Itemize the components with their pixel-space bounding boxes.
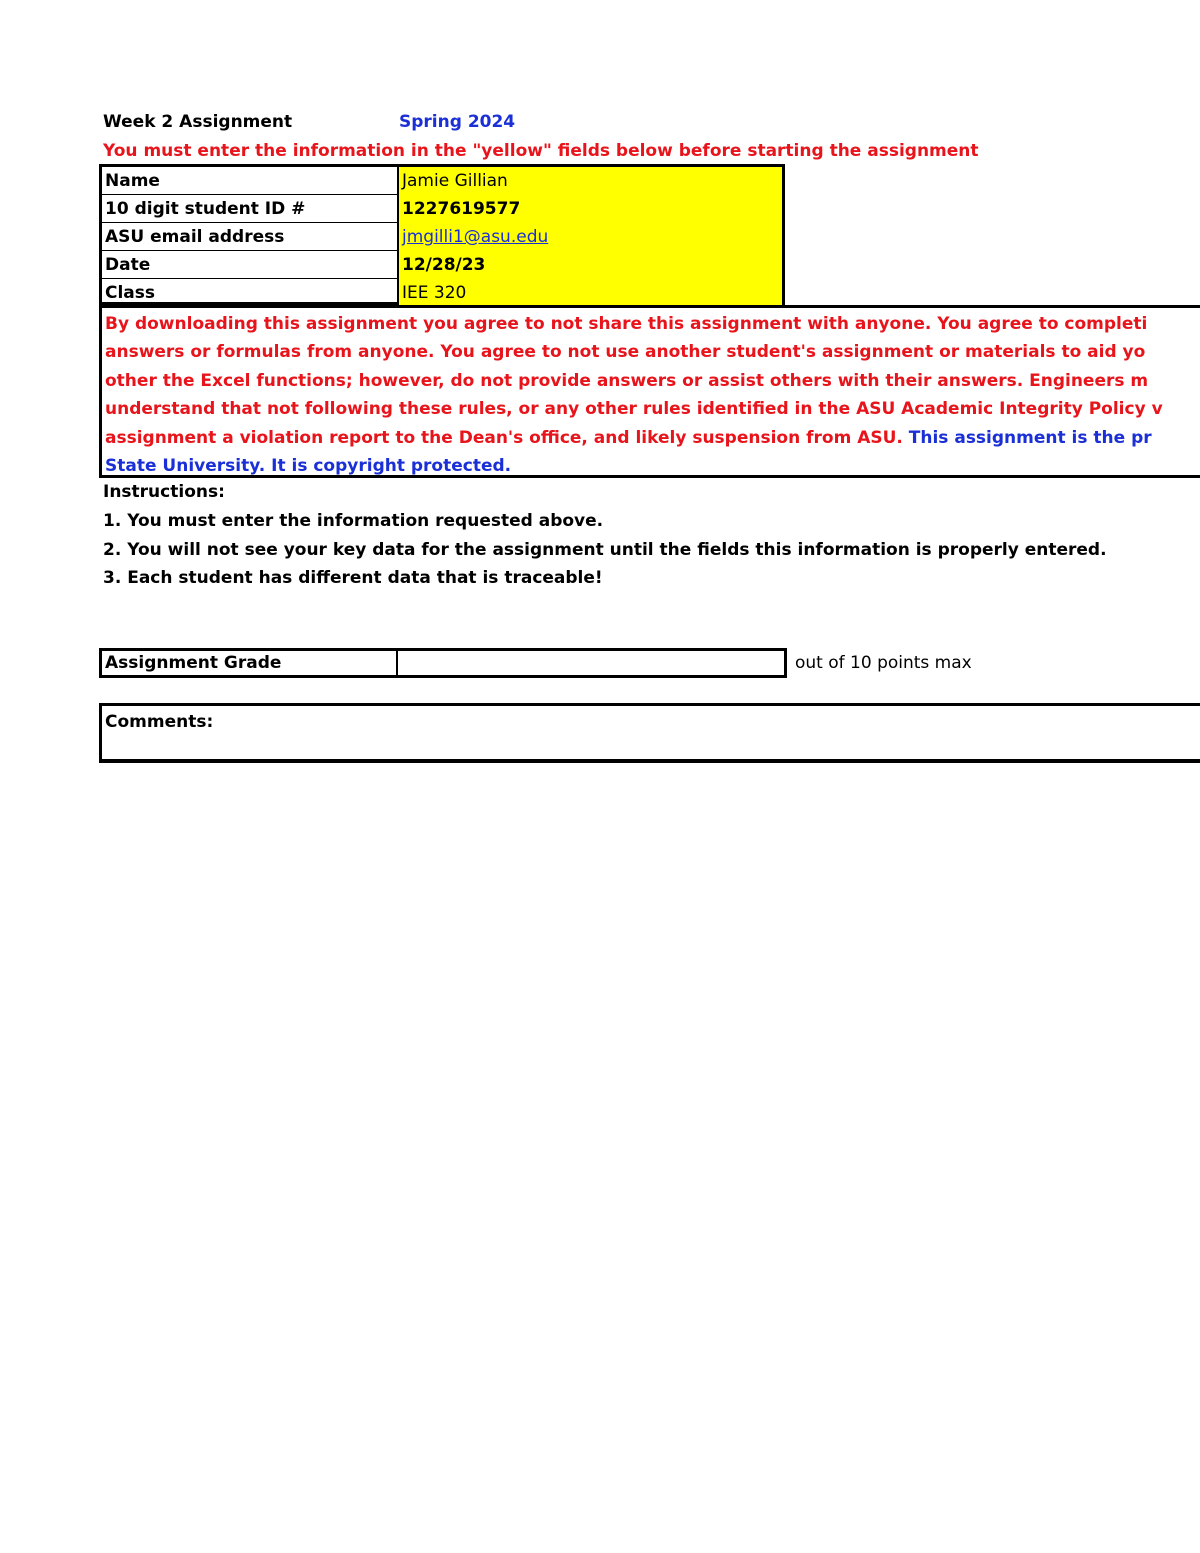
info-row-date: [102, 251, 782, 279]
email-field[interactable]: [397, 223, 782, 251]
academic-integrity-notice: [99, 305, 1200, 478]
comments-box[interactable]: [99, 703, 1200, 763]
assignment-grade-label: Assignment Grade: [105, 653, 282, 673]
info-row-student-id: [102, 195, 782, 223]
instruction-number: 1.: [103, 511, 122, 531]
instructions-heading: Instructions:: [103, 482, 225, 502]
email-link[interactable]: jmgilli1@asu.edu: [402, 227, 549, 247]
info-row-email: [102, 223, 782, 251]
grade-max-note: out of 10 points max: [795, 653, 972, 673]
info-row-class: [102, 279, 782, 307]
date-label: Date: [105, 255, 151, 275]
info-row-name: [102, 167, 782, 195]
date-field[interactable]: 12/28/23: [397, 251, 782, 279]
instruction-number: 2.: [103, 540, 122, 560]
notice-line-3: other the Excel functions; however, do not provide answers or assist others with their answers. Engineers m: [105, 371, 1149, 391]
assignment-grade-box: [99, 648, 787, 678]
assignment-title: Week 2 Assignment: [103, 112, 293, 132]
name-field[interactable]: Jamie Gillian: [397, 167, 782, 195]
instruction-number: 3.: [103, 568, 122, 588]
notice-line-2: answers or formulas from anyone. You agree to not use another student's assignment or materials to aid yo: [105, 342, 1146, 362]
notice-line-6: State University. It is copyright protected.: [105, 456, 512, 476]
class-label: Class: [105, 283, 156, 303]
instruction-text: You will not see your key data for the assignment until the fields this information is properly entered.: [127, 540, 1107, 560]
student-info-table: [99, 164, 785, 305]
instruction-item: [103, 507, 603, 535]
comments-label: Comments:: [105, 712, 214, 732]
email-label: ASU email address: [105, 227, 285, 247]
instruction-text: You must enter the information requested above.: [127, 511, 604, 531]
assignment-grade-field[interactable]: [396, 651, 784, 675]
notice-line-1: By downloading this assignment you agree to not share this assignment with anyone. You agree to completi: [105, 314, 1148, 334]
notice-line-5: [105, 424, 1152, 452]
class-field[interactable]: IEE 320: [397, 279, 782, 307]
notice-line-5-red: assignment a violation report to the Dean's office, and likely suspension from ASU.: [105, 428, 909, 448]
name-label: Name: [105, 171, 160, 191]
term-label: Spring 2024: [399, 112, 516, 132]
notice-line-4: understand that not following these rules, or any other rules identified in the ASU Academic Integrity Policy v: [105, 399, 1163, 419]
notice-line-5-blue: This assignment is the pr: [908, 428, 1152, 448]
instruction-text: Each student has different data that is traceable!: [127, 568, 603, 588]
student-id-label: 10 digit student ID #: [105, 199, 306, 219]
instruction-item: [103, 564, 603, 592]
student-id-field[interactable]: 1227619577: [397, 195, 782, 223]
instruction-item: [103, 536, 1107, 564]
yellow-fields-warning: You must enter the information in the "yellow" fields below before starting the assignment: [103, 141, 979, 161]
